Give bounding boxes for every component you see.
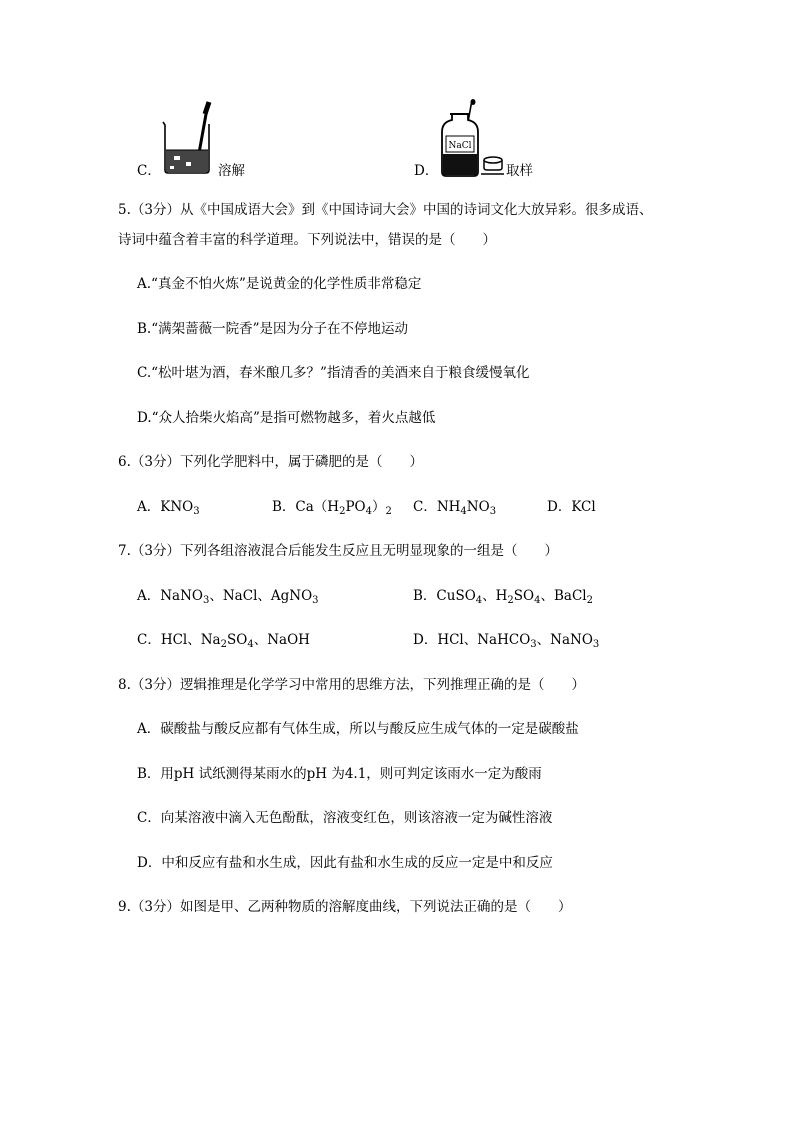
q8-stem: 8.（3分）逻辑推理是化学学习中常用的思维方法，下列推理正确的是（ ） bbox=[118, 677, 585, 693]
q7-stem: 7.（3分）下列各组溶液混合后能发生反应且无明显现象的一组是（ ） bbox=[118, 543, 558, 559]
q6-option-c: C．$NH_4NO_3$ bbox=[413, 499, 497, 517]
q8-option-d: D．中和反应有盐和水生成，因此有盐和水生成的反应一定是中和反应 bbox=[137, 855, 553, 871]
q5-option-c: C.“松叶堪为酒，春米酿几多？”指清香的美酒来自于粮食缓慢氧化 bbox=[137, 365, 530, 381]
q6-option-b: B．$Ca(H_2PO_4)_2$ bbox=[272, 499, 392, 517]
q5-option-d: D.“众人拾柴火焰高”是指可燃物越多，着火点越低 bbox=[137, 410, 436, 426]
q5-stem-line1: 5.（3分）从《中国成语大会》到《中国诗词大会》中国的诗词文化大放异彩。很多成语、 bbox=[118, 202, 653, 218]
q8-option-a: A．碳酸盐与酸反应都有气体生成，所以与酸反应生成气体的一定是碳酸盐 bbox=[137, 721, 579, 737]
q8-option-b: B．用pH 试纸测得某雨水的pH 为4.1，则可判定该雨水一定为酸雨 bbox=[137, 766, 542, 782]
q6-option-a: A．$KNO_3$ bbox=[137, 499, 200, 517]
option-c-letter: C． bbox=[137, 163, 161, 179]
q7-option-c: C．HCl、$Na_2SO_4$、NaOH bbox=[137, 632, 310, 650]
reagent-bottle-icon bbox=[436, 98, 504, 178]
q6-option-d: D．KCl bbox=[547, 499, 596, 515]
option-d-letter: D． bbox=[414, 163, 439, 179]
q7-option-a: A．NaNO$_3$、NaCl、AgNO$_3$ bbox=[137, 588, 319, 606]
q8-option-c: C．向某溶液中滴入无色酚酞，溶液变红色，则该溶液一定为碱性溶液 bbox=[137, 810, 553, 826]
q5-option-b: B.“满架蔷薇一院香”是因为分子在不停地运动 bbox=[137, 321, 409, 337]
beaker-stirring-icon bbox=[158, 100, 216, 176]
q9-stem: 9.（3分）如图是甲、乙两种物质的溶解度曲线，下列说法正确的是（ ） bbox=[118, 899, 572, 915]
q5-stem-line2: 诗词中蕴含着丰富的科学道理。下列说法中，错误的是（ ） bbox=[118, 232, 496, 248]
q7-option-d: D．HCl、NaHCO$_3$、NaNO$_3$ bbox=[413, 632, 600, 650]
bottle-label: NaCl bbox=[448, 141, 472, 151]
q7-option-b: B．CuSO$_4$、$H_2SO_4$、BaCl$_2$ bbox=[413, 588, 593, 606]
option-d-caption: 取样 bbox=[506, 163, 533, 179]
q5-option-a: A.“真金不怕火炼”是说黄金的化学性质非常稳定 bbox=[137, 276, 422, 292]
option-c-caption: 溶解 bbox=[218, 163, 245, 179]
q6-stem: 6.（3分）下列化学肥料中，属于磷肥的是（ ） bbox=[118, 454, 423, 470]
